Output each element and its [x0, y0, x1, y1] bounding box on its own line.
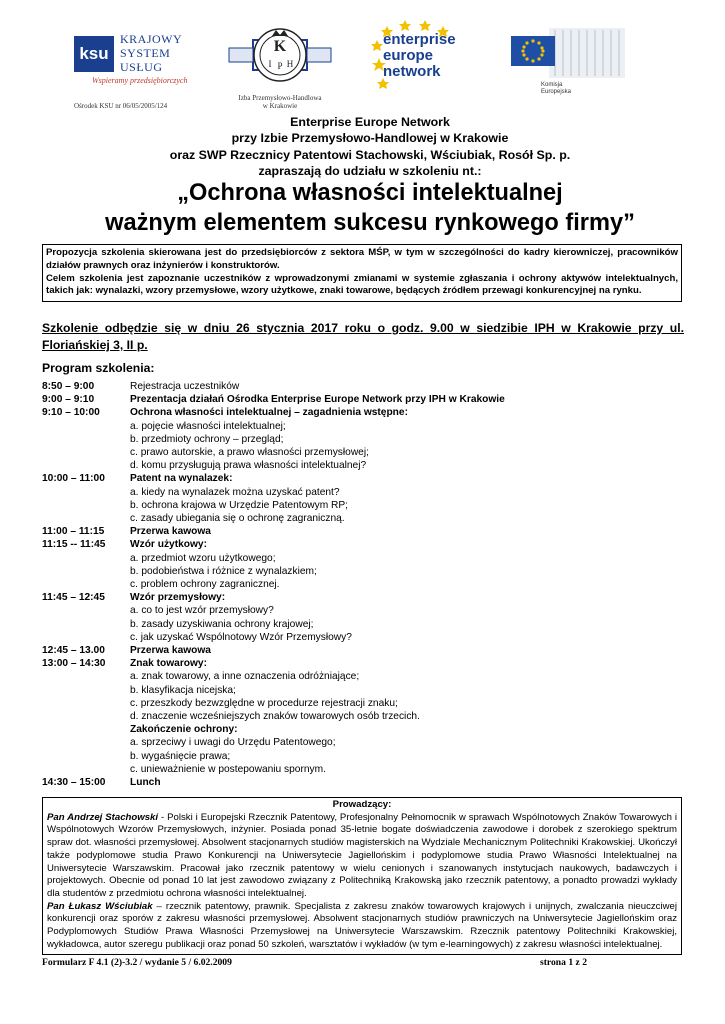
schedule-desc: Prezentacja działań Ośrodka Enterprise Europe Network przy IPH w Krakowie [130, 394, 505, 406]
svg-text:P: P [277, 61, 283, 71]
schedule-subitem: c. prawo autorskie, a prawo własności przemysłowej; [130, 447, 369, 459]
schedule-time: 11:00 – 11:15 [42, 526, 105, 538]
header-line: oraz SWP Rzecznicy Patentowi Stachowski, Wściubiak, Rosół Sp. p. [169, 147, 571, 162]
schedule-subitem: d. znaczenie wcześniejszych znaków towarowych osób trzecich. [130, 711, 420, 723]
schedule-subitem: a. kiedy na wynalazek można uzyskać patent? [130, 486, 340, 498]
schedule-time: 11:15 -- 11:45 [42, 539, 106, 551]
schedule-subitem: b. podobieństwa i różnice z wynalazkiem; [130, 565, 317, 577]
schedule-row [42, 406, 642, 419]
instructors-box [42, 797, 682, 955]
eu-flag-building-icon [505, 22, 625, 82]
schedule-desc: Ochrona własności intelektualnej – zagadnienia wstępne: [130, 407, 408, 419]
ksu-logo [74, 26, 204, 110]
schedule-time: 9:00 – 9:10 [42, 394, 95, 406]
header-line: przy Izbie Przemysłowo-Handlowej w Krakowie [231, 131, 509, 146]
een-logo-text: enterprise europe network [383, 31, 456, 80]
iph-logo [225, 18, 335, 110]
schedule-row [42, 657, 642, 670]
schedule-subitem: b. przedmioty ochrony – przegląd; [130, 433, 284, 445]
schedule-subitem: c. zasady ubiegania się o ochronę zagraniczną. [130, 513, 345, 525]
organizers-header [40, 114, 700, 180]
schedule-subitem: c. jak uzyskać Wspólnotowy Wzór Przemysłowy? [130, 631, 352, 643]
schedule-time: 10:00 – 11:00 [42, 473, 105, 485]
schedule-row [42, 393, 642, 406]
eu-caption: Komisja Europejska [541, 82, 572, 95]
header-line: zapraszają do udziału w szkoleniu nt.: [258, 164, 482, 179]
ksu-tagline: Wspieramy przedsiębiorczych [92, 76, 188, 85]
schedule-row [42, 644, 642, 657]
schedule-subitem: a. co to jest wzór przemysłowy? [130, 605, 274, 617]
intro-paragraph: Propozycja szkolenia skierowana jest do przedsiębiorców z sektora MŚP, w tym w szczególności do kadry kierowniczej, pracowników działów prawnych oraz inżynierów i konstruktorów. [46, 247, 678, 271]
instructor-name: Pan Łukasz Wściubiak [47, 900, 153, 912]
schedule-row [42, 472, 642, 485]
instructor-name: Pan Andrzej Stachowski [47, 811, 159, 823]
schedule-time: 12:45 – 13.00 [42, 645, 105, 657]
schedule [42, 380, 642, 789]
schedule-desc: Przerwa kawowa [130, 645, 211, 657]
intro-paragraph: Celem szkolenia jest zapoznanie uczestników z wprowadzonymi zmianami w systemie zgłaszania i ochrony aktywów intelektualnych, takich jak: wynalazki, wzory przemysłowe, wzory użytkowe, znaki towarowe, będących źródłem przewagi konkurencyjnej na rynku. [46, 272, 678, 297]
schedule-subitem: c. przeszkody bezwzględne w procedurze rejestracji znaku; [130, 697, 398, 709]
schedule-subitem: c. problem ochrony zagranicznej. [130, 579, 280, 591]
instructor-bio: Pan Łukasz Wściubiak – rzecznik patentowy, prawnik. Specjalista z zakresu znaków towarowych krajowych i unijnych, zwalczania nieuczciwej konkurencji oraz sporów z zakresu własności przemysłowej. Absolwent stacjonarnych studiów prawniczych na Uniwersytecie Jagiellońskim oraz Podyplomowych Studiów Prawa Własności Przemysłowej na Uniwersytecie Warszawskim. Rzecznik patentowy Politechniki Krakowskiej, wykładowca, autor szeregu publikacji oraz ponad 50 szkoleń, warsztatów i wykładów (w tym e-learningowych) z zakresu własności intelektualnej. [47, 900, 677, 950]
svg-text:K: K [273, 38, 287, 55]
schedule-subheading: Zakończenie ochrony: [130, 724, 238, 736]
form-id: Formularz F 4.1 (2)-3.2 / wydanie 5 / 6.02.2009 [42, 957, 232, 968]
page-number: strona 1 z 2 [540, 957, 587, 968]
instructor-bio: Pan Andrzej Stachowski - Polski i Europejski Rzecznik Patentowy, Profesjonalny Pełnomocnik w sprawach Wspólnotowych Znaków Towarowych i Wspólnotowych Wzorów Przemysłowych, inżynier. Posiada ponad 35-letnie bogate doświadczenia zawodowe i dorobek z szerokiego spektrum spraw dot. własności przemysłowej. Absolwent stacjonarnych studiów magisterskich na Wydziale Mechanicznym Politechniki Krakowskiej. Ukończył także podyplomowe studia Prawo Konkurencji na Uniwersytecie Jagiellońskim i podyplomowe studia Prawo Własności Intelektualnej na Uniwersytecie Warszawskim. Pracował jako rzecznik patentowy w wielu cenionych i szanowanych instytucjach naukowych, badawczych i projektowych. Obecnie od ponad 10 lat jest zawodowo związany z Politechniką Krakowską jako rzecznik patentowy, a ponadto prowadzi wykłady dla studentów z przedmiotu ochrona własności intelektualnej. [47, 811, 677, 899]
schedule-subitem: b. klasyfikacja nicejska; [130, 684, 236, 696]
logo-strip [60, 18, 680, 110]
schedule-row [42, 591, 642, 604]
schedule-time: 14:30 – 15:00 [42, 777, 106, 789]
schedule-time: 11:45 – 12:45 [42, 592, 105, 604]
program-heading: Program szkolenia: [42, 361, 155, 375]
schedule-desc: Patent na wynalazek: [130, 473, 233, 485]
schedule-subitem: a. sprzeciwy i uwagi do Urzędu Patentowego; [130, 737, 336, 749]
ksu-logo-words: KRAJOWY SYSTEM USŁUG [120, 32, 183, 74]
date-location: Szkolenie odbędzie się w dniu 26 stycznia 2017 roku o godz. 9.00 w siedzibie IPH w Krakowie przy ul. Floriańskiej 3, II p. [42, 321, 684, 352]
schedule-subitem: c. unieważnienie w postepowaniu spornym. [130, 763, 326, 775]
header-line: Enterprise Europe Network [290, 115, 450, 129]
iph-caption: Izba Przemysłowo-Handlowa w Krakowie [238, 94, 322, 110]
schedule-subitem: b. zasady uzyskiwania ochrony krajowej; [130, 618, 314, 630]
schedule-desc: Znak towarowy: [130, 658, 207, 670]
svg-text:H: H [286, 59, 294, 69]
page-footer [42, 957, 587, 968]
training-title: „Ochrona własności intelektualnej ważnym elementem sukcesu rynkowego firmy” [105, 180, 635, 236]
schedule-row [42, 776, 642, 789]
instructors-heading: Prowadzący: [332, 799, 392, 810]
svg-text:I: I [268, 59, 272, 69]
schedule-row [42, 525, 642, 538]
schedule-row [42, 538, 642, 551]
schedule-desc: Wzór użytkowy: [130, 539, 207, 551]
schedule-subitem: a. znak towarowy, a inne oznaczenia odróżniające; [130, 671, 360, 683]
schedule-subitem: a. przedmiot wzoru użytkowego; [130, 552, 276, 564]
intro-box [42, 244, 682, 302]
iph-emblem-icon [225, 18, 335, 94]
ksu-logo-mark: ksu [74, 36, 114, 72]
schedule-desc: Rejestracja uczestników [130, 381, 240, 392]
schedule-subitem: a. pojęcie własności intelektualnej; [130, 420, 286, 432]
een-logo [365, 18, 475, 98]
ksu-center-number: Ośrodek KSU nr 06/05/2005/124 [74, 102, 168, 110]
schedule-desc: Przerwa kawowa [130, 526, 211, 538]
eu-commission-logo [505, 22, 625, 100]
schedule-time: 9:10 – 10:00 [42, 407, 100, 419]
schedule-time: 13:00 – 14:30 [42, 658, 106, 670]
schedule-subitem: b. ochrona krajowa w Urzędzie Patentowym RP; [130, 499, 348, 511]
schedule-desc: Lunch [130, 777, 161, 789]
schedule-subitem: b. wygaśnięcie prawa; [130, 750, 231, 762]
schedule-desc: Wzór przemysłowy: [130, 592, 226, 604]
schedule-time: 8:50 – 9:00 [42, 381, 95, 392]
schedule-row [42, 380, 642, 393]
schedule-subitem: d. komu przysługują prawa własności intelektualnej? [130, 460, 367, 472]
